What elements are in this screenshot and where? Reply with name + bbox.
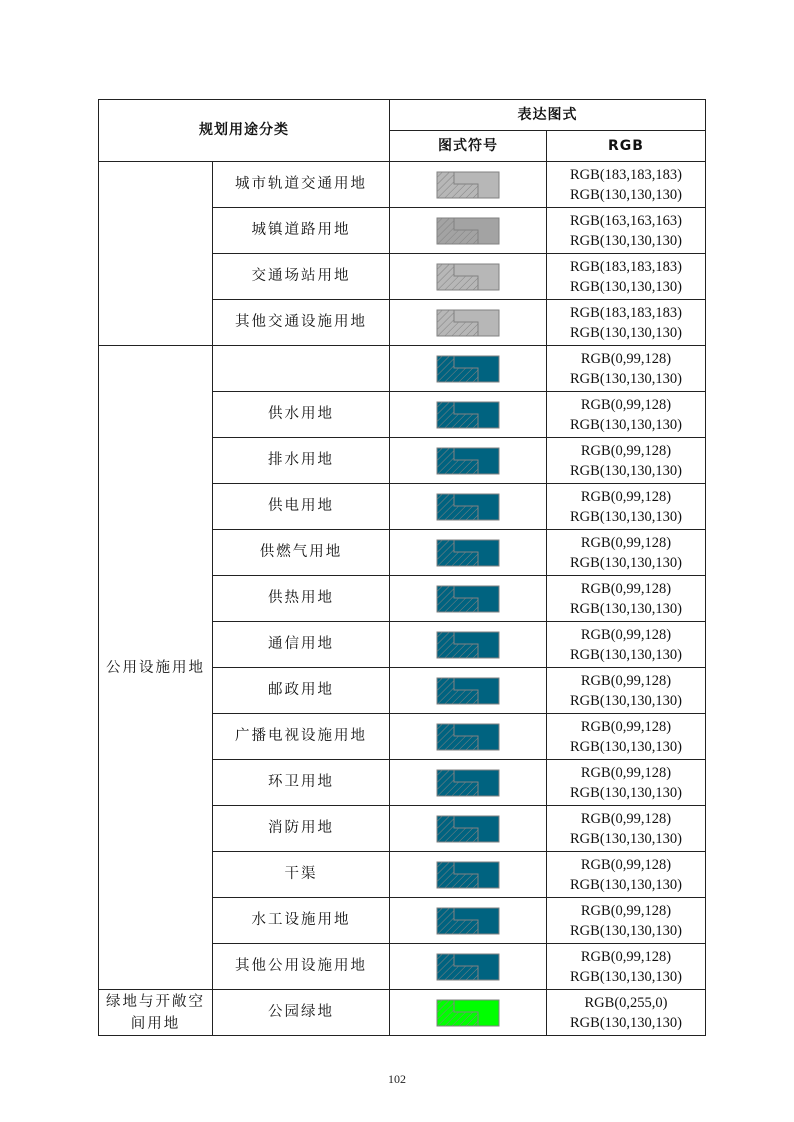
symbol-cell: [390, 760, 547, 806]
fill-rgb-value: RGB(0,99,128): [580, 534, 672, 551]
fill-rgb-value: RGB(163,163,163): [570, 212, 682, 229]
hatch-rgb-value: RGB(130,130,130): [570, 508, 682, 525]
land-use-swatch-icon: [436, 263, 500, 291]
symbol-cell: [390, 806, 547, 852]
fill-rgb-value: RGB(0,255,0): [584, 994, 668, 1011]
fill-rgb-value: RGB(0,99,128): [580, 764, 672, 781]
land-use-swatch-icon: [436, 907, 500, 935]
symbol-cell: [390, 438, 547, 484]
fill-rgb-value: RGB(0,99,128): [580, 626, 672, 643]
rgb-values-cell: [547, 300, 706, 346]
fill-rgb-value: RGB(183,183,183): [570, 258, 682, 275]
land-use-swatch-icon: [436, 631, 500, 659]
land-use-swatch-icon: [436, 723, 500, 751]
rgb-values-cell: [547, 576, 706, 622]
hatch-rgb-value: RGB(130,130,130): [570, 830, 682, 847]
category-group-cell: 公用设施用地: [99, 346, 213, 990]
symbol-cell: [390, 254, 547, 300]
fill-rgb-value: RGB(183,183,183): [570, 166, 682, 183]
fill-rgb-value: RGB(0,99,128): [580, 810, 672, 827]
land-use-name: 水工设施用地: [213, 898, 390, 944]
category-header: 规划用途分类: [99, 100, 390, 162]
land-use-legend-table: [98, 99, 706, 1036]
legend-row: [99, 162, 706, 208]
hatch-rgb-value: RGB(130,130,130): [570, 968, 682, 985]
expression-header: 表达图式: [390, 100, 706, 131]
rgb-values-cell: [547, 208, 706, 254]
legend-row: [99, 990, 706, 1036]
fill-rgb-value: RGB(0,99,128): [580, 396, 672, 413]
symbol-cell: [390, 622, 547, 668]
rgb-values-cell: [547, 162, 706, 208]
fill-rgb-value: RGB(0,99,128): [580, 488, 672, 505]
land-use-swatch-icon: [436, 171, 500, 199]
land-use-name: 城镇道路用地: [213, 208, 390, 254]
hatch-rgb-value: RGB(130,130,130): [570, 646, 682, 663]
land-use-swatch-icon: [436, 677, 500, 705]
fill-rgb-value: RGB(0,99,128): [580, 350, 672, 367]
land-use-name: 城市轨道交通用地: [213, 162, 390, 208]
hatch-rgb-value: RGB(130,130,130): [570, 692, 682, 709]
rgb-values-cell: [547, 852, 706, 898]
land-use-name: 干渠: [213, 852, 390, 898]
land-use-name: 公园绿地: [213, 990, 390, 1036]
land-use-swatch-icon: [436, 401, 500, 429]
land-use-name: 其他公用设施用地: [213, 944, 390, 990]
hatch-rgb-value: RGB(130,130,130): [570, 600, 682, 617]
symbol-header: 图式符号: [390, 131, 547, 162]
category-group-cell: 绿地与开敞空间用地: [99, 990, 213, 1036]
hatch-rgb-value: RGB(130,130,130): [570, 876, 682, 893]
land-use-swatch-icon: [436, 493, 500, 521]
legend-row: [99, 346, 706, 392]
land-use-name: 邮政用地: [213, 668, 390, 714]
symbol-cell: [390, 346, 547, 392]
symbol-cell: [390, 668, 547, 714]
symbol-cell: [390, 530, 547, 576]
land-use-name: 供燃气用地: [213, 530, 390, 576]
hatch-rgb-value: RGB(130,130,130): [570, 370, 682, 387]
hatch-rgb-value: RGB(130,130,130): [570, 324, 682, 341]
land-use-name: 供电用地: [213, 484, 390, 530]
land-use-swatch-icon: [436, 861, 500, 889]
rgb-values-cell: [547, 392, 706, 438]
rgb-values-cell: [547, 714, 706, 760]
symbol-cell: [390, 576, 547, 622]
rgb-values-cell: [547, 990, 706, 1036]
land-use-swatch-icon: [436, 309, 500, 337]
rgb-values-cell: [547, 898, 706, 944]
rgb-values-cell: [547, 806, 706, 852]
land-use-swatch-icon: [436, 585, 500, 613]
symbol-cell: [390, 300, 547, 346]
land-use-swatch-icon: [436, 999, 500, 1027]
land-use-name: 通信用地: [213, 622, 390, 668]
land-use-name: 交通场站用地: [213, 254, 390, 300]
fill-rgb-value: RGB(0,99,128): [580, 442, 672, 459]
symbol-cell: [390, 392, 547, 438]
symbol-cell: [390, 208, 547, 254]
hatch-rgb-value: RGB(130,130,130): [570, 1014, 682, 1031]
rgb-values-cell: [547, 622, 706, 668]
rgb-values-cell: [547, 438, 706, 484]
land-use-name: 广播电视设施用地: [213, 714, 390, 760]
hatch-rgb-value: RGB(130,130,130): [570, 738, 682, 755]
symbol-cell: [390, 898, 547, 944]
land-use-name: 消防用地: [213, 806, 390, 852]
land-use-swatch-icon: [436, 539, 500, 567]
fill-rgb-value: RGB(0,99,128): [580, 948, 672, 965]
rgb-values-cell: [547, 668, 706, 714]
hatch-rgb-value: RGB(130,130,130): [570, 922, 682, 939]
hatch-rgb-value: RGB(130,130,130): [570, 554, 682, 571]
land-use-swatch-icon: [436, 217, 500, 245]
fill-rgb-value: RGB(0,99,128): [580, 672, 672, 689]
symbol-cell: [390, 852, 547, 898]
hatch-rgb-value: RGB(130,130,130): [570, 278, 682, 295]
rgb-values-cell: [547, 254, 706, 300]
hatch-rgb-value: RGB(130,130,130): [570, 462, 682, 479]
fill-rgb-value: RGB(0,99,128): [580, 856, 672, 873]
hatch-rgb-value: RGB(130,130,130): [570, 232, 682, 249]
hatch-rgb-value: RGB(130,130,130): [570, 784, 682, 801]
symbol-cell: [390, 484, 547, 530]
land-use-name: 环卫用地: [213, 760, 390, 806]
land-use-name: 供水用地: [213, 392, 390, 438]
land-use-name: [213, 346, 390, 392]
land-use-swatch-icon: [436, 355, 500, 383]
symbol-cell: [390, 714, 547, 760]
rgb-values-cell: [547, 760, 706, 806]
fill-rgb-value: RGB(0,99,128): [580, 718, 672, 735]
land-use-swatch-icon: [436, 815, 500, 843]
fill-rgb-value: RGB(0,99,128): [580, 902, 672, 919]
rgb-values-cell: [547, 484, 706, 530]
land-use-name: 排水用地: [213, 438, 390, 484]
fill-rgb-value: RGB(0,99,128): [580, 580, 672, 597]
land-use-swatch-icon: [436, 953, 500, 981]
hatch-rgb-value: RGB(130,130,130): [570, 186, 682, 203]
land-use-name: 其他交通设施用地: [213, 300, 390, 346]
symbol-cell: [390, 944, 547, 990]
land-use-swatch-icon: [436, 447, 500, 475]
symbol-cell: [390, 990, 547, 1036]
category-group-cell: [99, 162, 213, 346]
rgb-values-cell: [547, 944, 706, 990]
rgb-values-cell: [547, 346, 706, 392]
rgb-header: RGB: [547, 131, 706, 162]
page-number: 102: [388, 1072, 406, 1086]
symbol-cell: [390, 162, 547, 208]
land-use-name: 供热用地: [213, 576, 390, 622]
hatch-rgb-value: RGB(130,130,130): [570, 416, 682, 433]
land-use-swatch-icon: [436, 769, 500, 797]
fill-rgb-value: RGB(183,183,183): [570, 304, 682, 321]
rgb-values-cell: [547, 530, 706, 576]
